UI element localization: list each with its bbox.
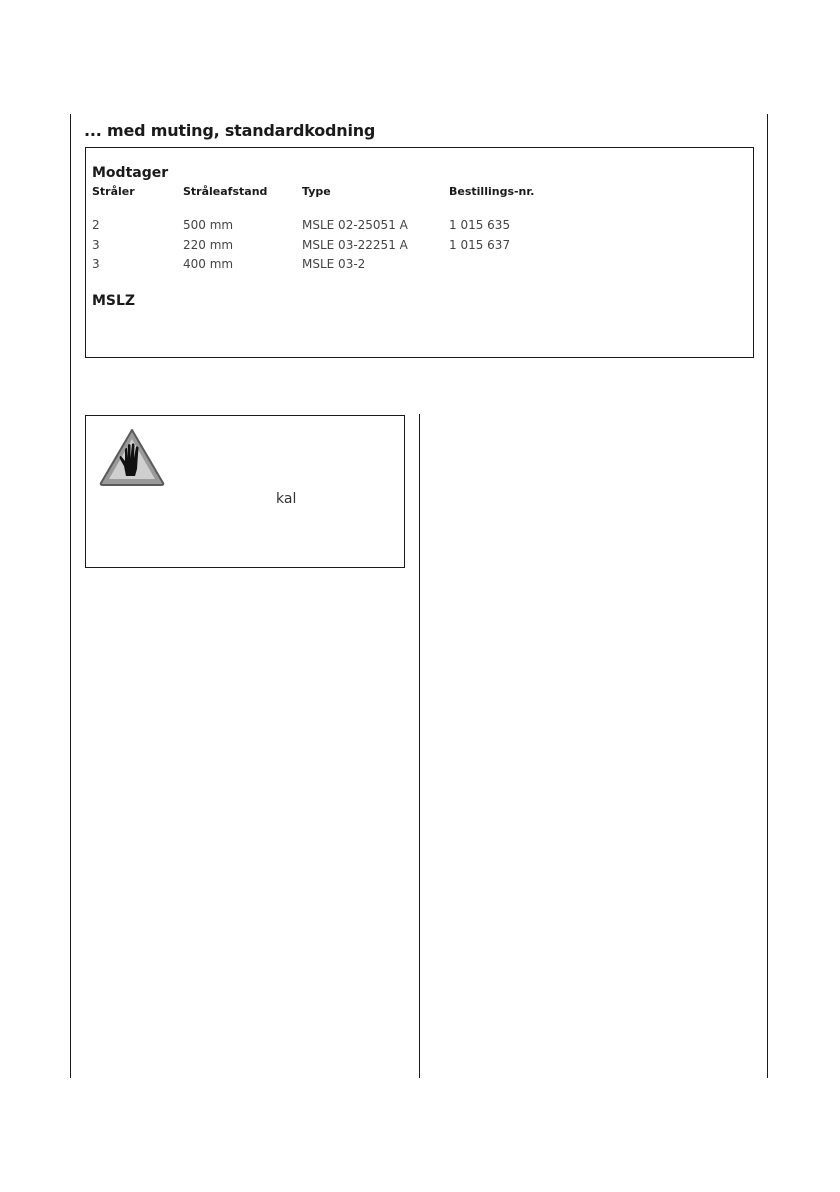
warning-text: kal bbox=[276, 491, 297, 507]
cell-beams: 2 bbox=[92, 218, 100, 232]
cell-type: MSLE 02-25051 A bbox=[302, 218, 408, 232]
cell-beams: 3 bbox=[92, 238, 100, 252]
mslz-title: MSLZ bbox=[92, 293, 136, 309]
cell-beam-distance: 500 mm bbox=[183, 218, 234, 232]
cell-type: MSLE 03-22251 A bbox=[302, 238, 408, 252]
column-header-beam-distance: Stråleafstand bbox=[183, 185, 268, 198]
receiver-title: Modtager bbox=[92, 165, 169, 181]
cell-type: MSLE 03-2 bbox=[302, 257, 366, 271]
cell-beam-distance: 220 mm bbox=[183, 238, 234, 252]
column-divider-rule bbox=[419, 414, 420, 1078]
warning-box bbox=[85, 415, 405, 568]
left-margin-rule bbox=[70, 114, 71, 1078]
section-heading: ... med muting, standardkodning bbox=[84, 121, 376, 140]
column-header-type: Type bbox=[302, 185, 331, 198]
cell-beams: 3 bbox=[92, 257, 100, 271]
cell-order-number: 1 015 637 bbox=[449, 238, 511, 252]
column-header-beams: Stråler bbox=[92, 185, 135, 198]
cell-order-number: 1 015 635 bbox=[449, 218, 511, 232]
column-header-order-number: Bestillings-nr. bbox=[449, 185, 535, 198]
stop-hand-warning-icon bbox=[99, 428, 165, 486]
receiver-spec-box bbox=[85, 147, 754, 358]
right-margin-rule bbox=[767, 114, 768, 1078]
cell-beam-distance: 400 mm bbox=[183, 257, 234, 271]
